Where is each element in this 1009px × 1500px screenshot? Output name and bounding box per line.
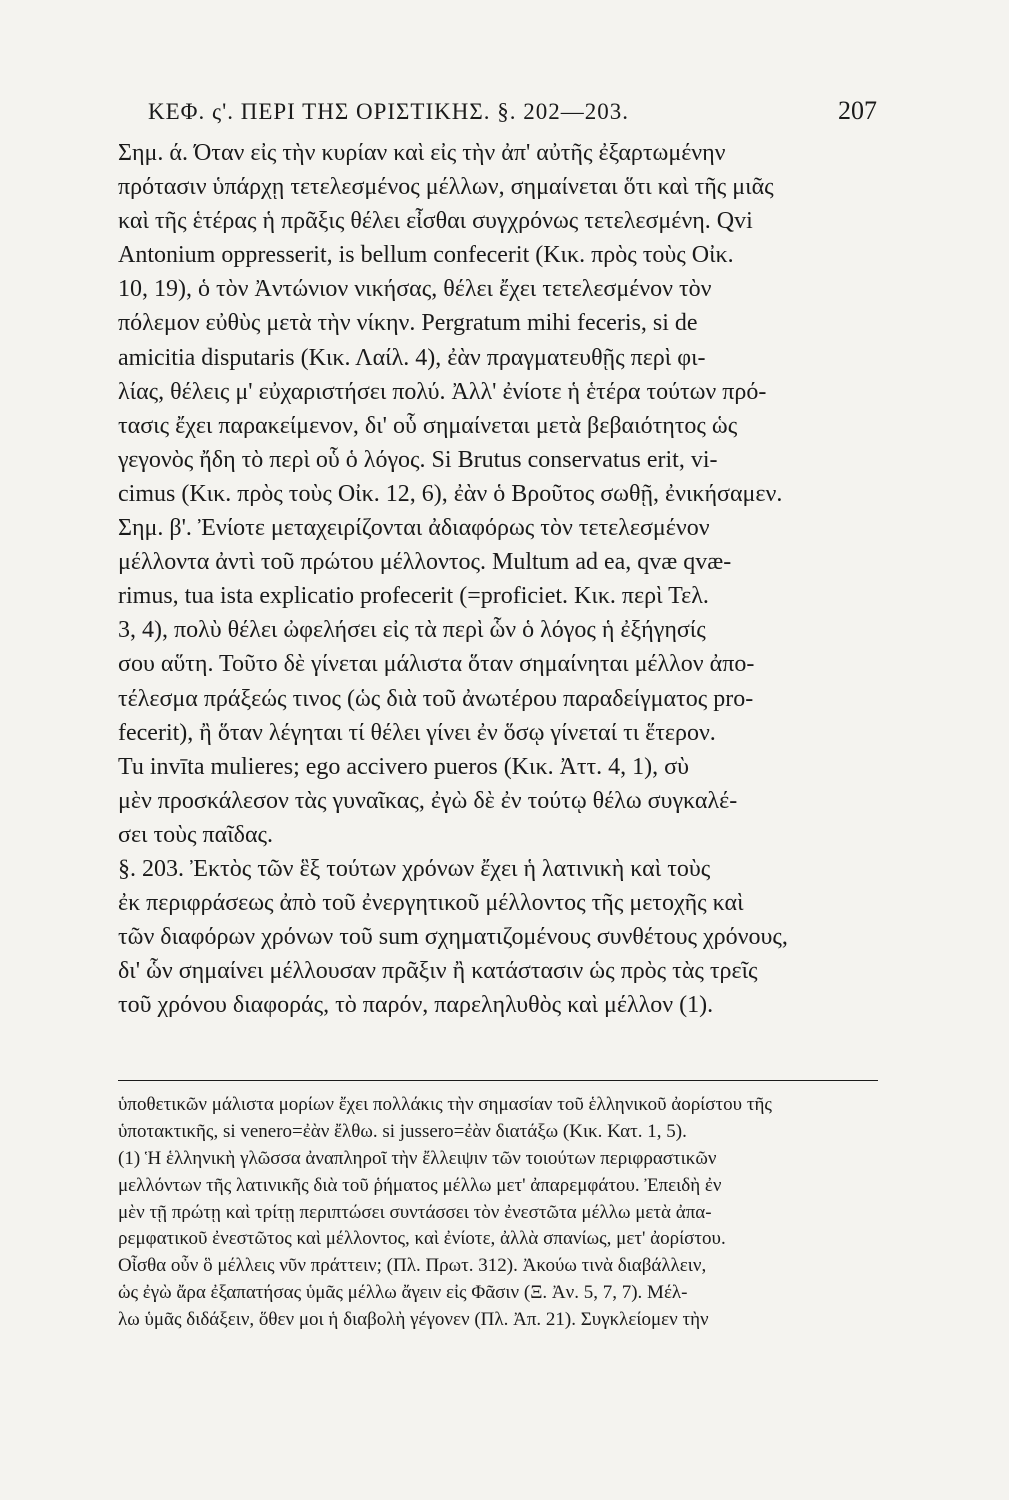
text-line: cimus (Κικ. πρὸς τοὺς Οἰκ. 12, 6), ἐὰν ὁ Βροῦτος σωθῇ, ἐνικήσαμεν. (118, 480, 783, 507)
text-line: μέλλοντα ἀντὶ τοῦ πρώτου μέλλοντος. Multum ad ea, qvæ qvæ- (118, 549, 732, 576)
text-line: καὶ τῆς ἑτέρας ἡ πρᾶξις θέλει εἶσθαι συγχρόνως τετελεσμένη. Qvi (118, 208, 753, 235)
running-title: ΚΕΦ. ς'. ΠΕΡΙ ΤΗΣ ΟΡΙΣΤΙΚΗΣ. §. 202—203. (148, 99, 629, 124)
footnote-line: (1) Ἡ ἑλληνικὴ γλῶσσα ἀναπληροῖ τὴν ἔλλειψιν τῶν τοιούτων περιφραστικῶν (118, 1147, 717, 1169)
page-number: 207 (838, 96, 877, 125)
text-line: ἐκ περιφράσεως ἀπὸ τοῦ ἐνεργητικοῦ μέλλοντος τῆς μετοχῆς καὶ (118, 890, 744, 917)
text-line: Σημ. β'. Ἐνίοτε μεταχειρίζονται ἀδιαφόρως τὸν τετελεσμένον (118, 515, 710, 542)
text-line: σου αὕτη. Τοῦτο δὲ γίνεται μάλιστα ὅταν σημαίνηται μέλλον ἀπο- (118, 651, 755, 678)
text-line: τοῦ χρόνου διαφοράς, τὸ παρόν, παρεληλυθὸς καὶ μέλλον (1). (118, 992, 714, 1019)
footnote-separator-rule (118, 1080, 878, 1081)
text-line: τῶν διαφόρων χρόνων τοῦ sum σχηματιζομένους συνθέτους χρόνους, (118, 924, 788, 951)
text-line: πόλεμον εὐθὺς μετὰ τὴν νίκην. Pergratum mihi feceris, si de (118, 310, 698, 337)
footnote-line: ὡς ἐγὼ ἄρα ἐξαπατήσας ὑμᾶς μέλλω ἄγειν εἰς Φᾶσιν (Ξ. Ἀν. 5, 7, 7). Μέλ- (118, 1282, 688, 1304)
footnote-line: Οἶσθα οὖν ὃ μέλλεις νῦν πράττειν; (Πλ. Πρωτ. 312). Ἀκούω τινὰ διαβάλλειν, (118, 1255, 707, 1277)
text-line: τέλεσμα πράξεώς τινος (ὡς διὰ τοῦ ἀνωτέρου παραδείγματος pro- (118, 685, 754, 712)
text-line: §. 203. Ἐκτὸς τῶν ἓξ τούτων χρόνων ἔχει ἡ λατινικὴ καὶ τοὺς (118, 855, 711, 882)
main-text (118, 136, 878, 1022)
text-line: 10, 19), ὁ τὸν Ἀντώνιον νικήσας, θέλει ἔχει τετελεσμένον τὸν (118, 276, 712, 303)
text-line: δι' ὧν σημαίνει μέλλουσαν πρᾶξιν ἢ κατάστασιν ὡς πρὸς τὰς τρεῖς (118, 958, 758, 985)
footnotes (118, 1092, 878, 1334)
footnote-line: μελλόντων τῆς λατινικῆς διὰ τοῦ ῥήματος μέλλω μετ' ἀπαρεμφάτου. Ἐπειδὴ ἐν (118, 1174, 722, 1196)
footnote-line: ρεμφατικοῦ ἐνεστῶτος καὶ μέλλοντος, καὶ ἐνίοτε, ἀλλὰ σπανίως, μετ' ἀορίστου. (118, 1228, 726, 1250)
footnote-line: μὲν τῇ πρώτῃ καὶ τρίτῃ περιπτώσει συντάσσει τὸν ἐνεστῶτα μέλλω μετὰ ἀπα- (118, 1201, 712, 1223)
footnote-line: ὑποθετικῶν μάλιστα μορίων ἔχει πολλάκις τὴν σημασίαν τοῦ ἑλληνικοῦ ἀορίστου τῆς (118, 1094, 772, 1115)
text-line: τασις ἔχει παρακείμενον, δι' οὗ σημαίνεται μετὰ βεβαιότητος ὡς (118, 412, 738, 439)
text-line: rimus, tua ista explicatio profecerit (=proficiet. Κικ. περὶ Τελ. (118, 583, 709, 610)
footnote-line: ὑποτακτικῆς, si venero=ἐὰν ἔλθω. si jussero=ἐὰν διατάξω (Κικ. Κατ. 1, 5). (118, 1120, 687, 1142)
text-line: πρότασιν ὑπάρχῃ τετελεσμένος μέλλων, σημαίνεται ὅτι καὶ τῆς μιᾶς (118, 174, 774, 201)
text-line: σει τοὺς παῖδας. (118, 821, 274, 848)
text-line: μὲν προσκάλεσον τὰς γυναῖκας, ἐγὼ δὲ ἐν τούτῳ θέλω συγκαλέ- (118, 787, 738, 814)
footnote-line: λω ὑμᾶς διδάξειν, ὅθεν μοι ἡ διαβολὴ γέγονεν (Πλ. Ἀπ. 21). Συγκλείομεν τὴν (118, 1309, 709, 1331)
text-line: Σημ. ά. Όταν εἰς τὴν κυρίαν καὶ εἰς τὴν ἀπ' αὐτῆς ἐξαρτωμένην (118, 140, 726, 166)
text-line: Tu invīta mulieres; ego accivero pueros (Κικ. Ἀττ. 4, 1), σὺ (118, 753, 689, 780)
text-line: 3, 4), πολὺ θέλει ὠφελήσει εἰς τὰ περὶ ὧν ὁ λόγος ἡ ἐξήγησίς (118, 617, 706, 644)
text-line: amicitia disputaris (Κικ. Λαίλ. 4), ἐὰν πραγματευθῇς περὶ φι- (118, 344, 706, 371)
text-line: λίας, θέλεις μ' εὐχαριστήσει πολύ. Ἀλλ' ἐνίοτε ἡ ἑτέρα τούτων πρό- (118, 378, 767, 405)
text-line: γεγονὸς ἤδη τὸ περὶ οὗ ὁ λόγος. Si Brutus conservatus erit, vi- (118, 446, 718, 473)
text-line: fecerit), ἢ ὅταν λέγηται τί θέλει γίνει ἐν ὅσῳ γίνεταί τι ἕτερον. (118, 719, 716, 746)
running-header (148, 96, 877, 132)
text-line: Antonium oppresserit, is bellum confecerit (Κικ. πρὸς τοὺς Οἰκ. (118, 242, 734, 269)
